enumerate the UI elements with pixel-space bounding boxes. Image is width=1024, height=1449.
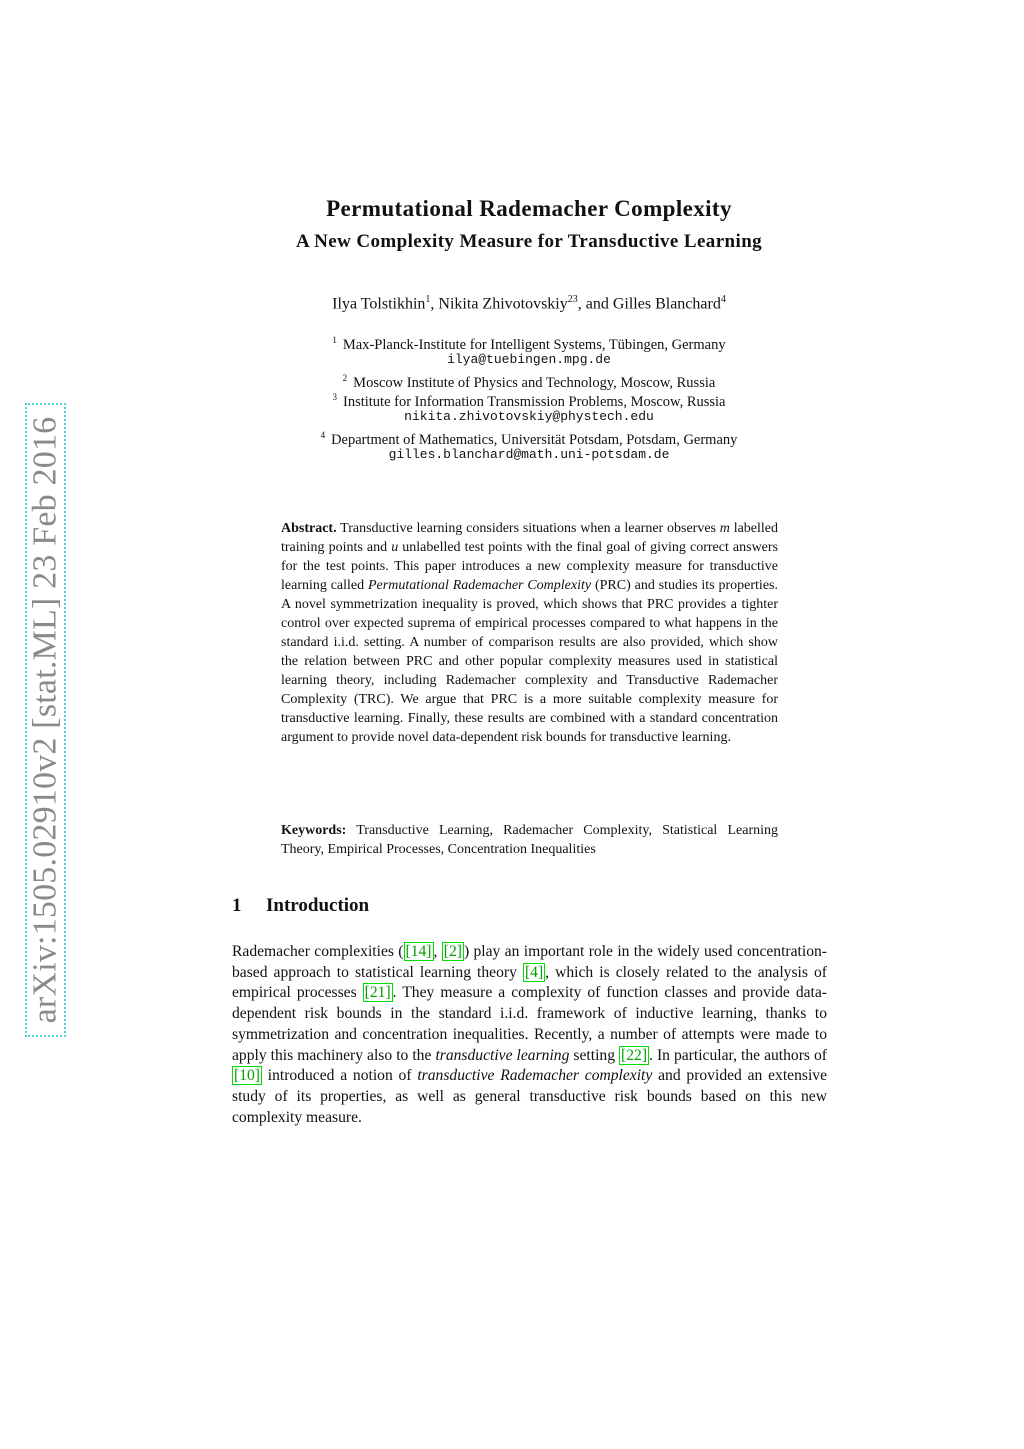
email-2[interactable]: nikita.zhivotovskiy@phystech.edu — [404, 409, 654, 424]
affiliation-1: $^1$ Max-Planck-Institute for Intelligent Systems, Tübingen, Germany — [332, 335, 726, 353]
email-3[interactable]: gilles.blanchard@math.uni-potsdam.de — [388, 447, 670, 462]
keywords: Keywords: Transductive Learning, Rademacher Complexity, Statistical Learning Theory, Empirical Processes, Concentration Inequalities — [281, 823, 778, 857]
author-name: Gilles Blanchard — [612, 295, 721, 313]
citation-link[interactable]: [2] — [443, 943, 462, 960]
author-affil-mark: 1 — [425, 294, 431, 305]
section-heading-introduction: 1 Introduction — [232, 895, 370, 916]
arxiv-identifier: arXiv:1505.02910v2 [stat.ML] 23 Feb 2016 — [26, 416, 64, 1024]
introduction-paragraph: Rademacher complexities ( [14] , [2] ) play an important role in the widely used concentration-based approach to statistical learning theory [4] , which is closely related to the analysis of empirical processes [21] . They measure a complexity of function classes and provide data-dependent risk bounds in the standard i.i.d. framework of inductive learning, thanks to symmetrization and concentration inequalities. Recently, a number of attempts were made to apply this machinery also to the transductive learning setting [22] . In particular, the authors of [10] introduced a notion of transductive Rademacher complexity and provided an extensive study of its properties, as well as general transductive risk bounds based on this new complexity measure. — [232, 943, 827, 1126]
abstract-label: Abstract. — [281, 521, 337, 536]
author-list: Ilya Tolstikhin$^1$, Nikita Zhivotovskiy$^{23}$, and Gilles Blanchard$^4$ — [332, 294, 726, 313]
citation-link[interactable]: [22] — [621, 1046, 648, 1064]
citation-link[interactable]: [14] — [405, 943, 432, 960]
arxiv-stamp[interactable] — [25, 403, 66, 1037]
abstract: Abstract. Transductive learning considers situations when a learner observes m labelled training points and u unlabelled test points with the final goal of giving correct answers for the test points. This paper introduces a new complexity measure for transductive learning called Permutational Rademacher Complexity (PRC) and studies its properties. A novel symmetrization inequality is proved, which shows that PRC provides a tighter control over expected suprema of empirical processes compared to what happens in the standard i.i.d. setting. A number of comparison results are also provided, which show the relation between PRC and other popular complexity measures used in statistical learning theory, including Rademacher complexity and Transductive Rademacher Complexity (TRC). We argue that PRC is a more suitable complexity measure for transductive learning. Finally, these results are combined with a standard concentration argument to provide novel data-dependent risk bounds for transductive learning. — [281, 521, 778, 745]
citation-link[interactable]: [21] — [364, 984, 391, 1002]
author-name: Ilya Tolstikhin — [332, 295, 426, 313]
paper-subtitle: A New Complexity Measure for Transductive Learning — [295, 231, 763, 252]
citation-link[interactable]: [4] — [524, 963, 544, 981]
author-affil-mark: 4 — [720, 294, 726, 305]
paper-title: Permutational Rademacher Complexity — [326, 196, 732, 221]
citation-link[interactable]: [10] — [234, 1067, 260, 1085]
keywords-label: Keywords: — [281, 823, 347, 838]
email-1[interactable]: ilya@tuebingen.mpg.de — [447, 352, 611, 367]
affiliation-4: $^4$ Department of Mathematics, Universität Potsdam, Potsdam, Germany — [320, 430, 738, 448]
affiliation-2: $^2$ Moscow Institute of Physics and Technology, Moscow, Russia — [342, 373, 716, 391]
author-name: Nikita Zhivotovskiy — [438, 295, 568, 313]
author-affil-mark: 23 — [567, 294, 578, 305]
affiliation-3: $^3$ Institute for Information Transmission Problems, Moscow, Russia — [332, 392, 726, 410]
